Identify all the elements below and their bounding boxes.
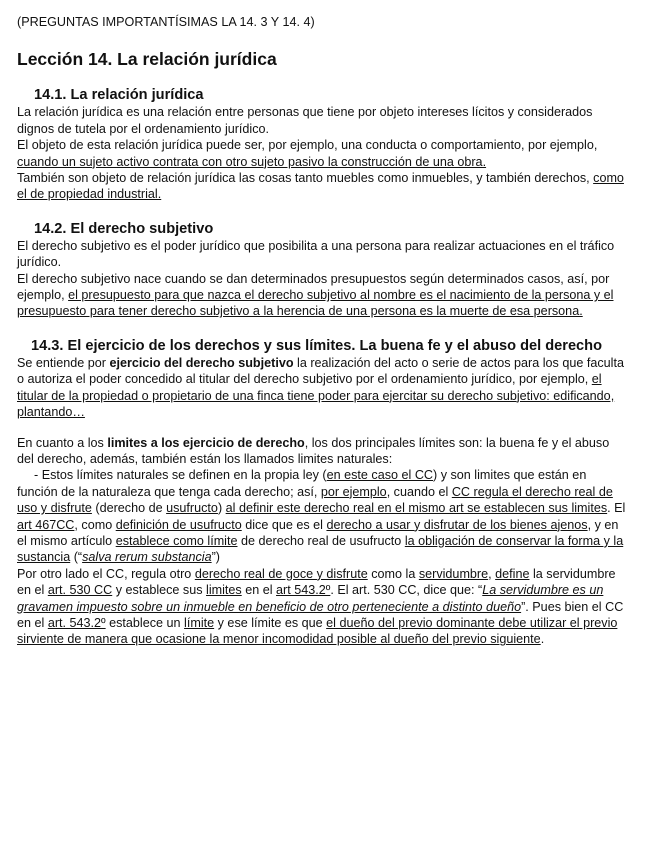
text-run: ”. Pues bien el CC en el [17,599,624,630]
text-run: , los dos principales límites son: la buena fe y el abuso del derecho, además, también están los llamados limites naturales: [17,435,610,466]
text-run: de derecho real de usufructo [237,533,405,548]
underlined-text: el dueño del previo dominante debe utilizar el previo sirviente de manera que ocasione la menor incomodidad posible al dueño del previo siguiente [17,615,618,647]
underlined-text: derecho a usar y disfrutar de los bienes ajenos [326,517,588,532]
text-run: ”) [211,550,220,565]
underlined-text: la obligación de conservar la forma y la sustancia [17,533,624,565]
underlined-text: art 467CC [17,517,75,532]
section-14-1 [17,87,629,202]
text-run: . El [607,501,626,516]
text-run: Por otro lado el CC, regula otro [17,566,195,581]
text-run: . [540,632,545,647]
underlined-text: art. 530 CC [47,583,113,598]
paragraph-limits [17,435,629,468]
underlined-text: cuando un sujeto activo contrata con otro sujeto pasivo la construcción de una obra. [17,154,487,169]
underlined-text: como el de propiedad industrial. [17,171,624,202]
section-14-3 [17,338,629,648]
underlined-text: art. 543.2º [47,615,106,630]
underlined-text: art 543.2º [276,583,331,598]
section-heading-14-1: 14.1. La relación jurídica [34,87,204,104]
paragraph-object [17,137,629,170]
section-14-2 [17,221,629,320]
underlined-text: usufructo [166,501,218,516]
underlined-text: el presupuesto para que nazca el derecho subjetivo al nombre es el nacimiento de la persona y el presupuesto para tener derecho subjetivo a la herencia de una persona es la muerte de esa persona. [17,288,614,319]
underlined-text: límite [184,615,215,630]
text-run: en el [241,583,277,598]
text-run: (derecho de [91,501,167,516]
text-run: y ese límite es que [214,615,327,630]
important-note: (PREGUNTAS IMPORTANTÍSIMAS LA 14. 3 Y 14. 4) [17,15,315,29]
paragraph-definition: La relación jurídica es una relación entre personas que tiene por objeto intereses lícitos y considerados dignos de tutela por el ordenamiento jurídico. [17,105,593,136]
underlined-text: definición de usufructo [115,517,242,532]
underlined-text: al definir este derecho real en el mismo art se establecen sus limites [225,501,608,516]
text-run: , como [74,517,116,532]
text-run: ) y son limites que están en función de la naturaleza que tenga cada derecho; así, [17,468,587,499]
bold-text: ejercicio del derecho subjetivo [109,355,294,370]
underlined-text: derecho real de goce y disfrute [194,566,368,581]
paragraph-subjective-right: El derecho subjetivo es el poder jurídico que posibilita a una persona para realizar actuaciones en el tráfico jurídico. [17,238,615,270]
section-heading-14-2: 14.2. El derecho subjetivo [34,220,214,237]
text-run: , cuando el [386,484,452,499]
text-run: y establece sus [112,583,207,598]
underlined-text: en este caso el CC [326,468,434,483]
underlined-italic-text: salva rerum substancia [82,550,212,565]
underlined-text: servidumbre [418,566,489,581]
text-run: En cuanto a los [17,435,108,450]
text-run: la servidumbre en el [17,566,616,598]
paragraph-servidumbre [17,566,629,648]
text-run: También son objeto de relación jurídica las cosas tanto muebles como inmuebles, y también derechos, [17,171,594,186]
paragraph-things [17,170,629,203]
paragraph-presupuestos [17,271,629,320]
text-run: Se entiende por [17,355,110,370]
lesson-title: Lección 14. La relación jurídica [17,49,277,70]
text-run: establece un [105,615,185,630]
text-run: como la [367,566,419,581]
text-run: la realización del acto o serie de actos para los que faculta o autoriza el poder concedido al titular del derecho subjetivo por el ordenamiento jurídico, por ejemplo, [17,355,624,387]
bold-text: limites a los ejercicio de derecho [107,435,305,450]
text-run: dice que es el [241,517,327,532]
text-run: , [488,566,496,581]
underlined-text: el titular de la propiedad o propietario de una finca tiene poder para ejercitar su derecho subjetivo: edificando, plantando… [17,372,615,420]
underlined-text: establece como límite [115,533,238,548]
section-heading-14-3: 14.3. El ejercicio de los derechos y sus límites. La buena fe y el abuso del derecho [31,337,603,354]
text-run: - Estos límites naturales se definen en la propia ley ( [34,468,327,483]
text-run: ) [217,501,226,516]
underlined-text: limites [206,583,242,598]
underlined-text: CC regula el derecho real de uso y disfrute [17,484,613,516]
text-run: El objeto de esta relación jurídica puede ser, por ejemplo, una conducta o comportamiento, por ejemplo, [17,138,598,153]
underlined-italic-text: La servidumbre es un gravamen impuesto sobre un inmueble en beneficio de otro perteneciente a distinto dueño [17,583,604,614]
text-run: (“ [70,550,83,565]
underlined-text: por ejemplo [320,484,387,499]
text-run: . El art. 530 CC, dice que: “ [330,583,483,598]
text-run: El derecho subjetivo nace cuando se dan determinados presupuestos según determinados casos, así, por ejemplo, [17,271,610,303]
text-run: , y en el mismo artículo [17,517,619,548]
underlined-text: define [495,566,530,581]
document-page [17,14,629,648]
paragraph-natural-limits [17,467,629,565]
paragraph-exercise [17,355,629,421]
